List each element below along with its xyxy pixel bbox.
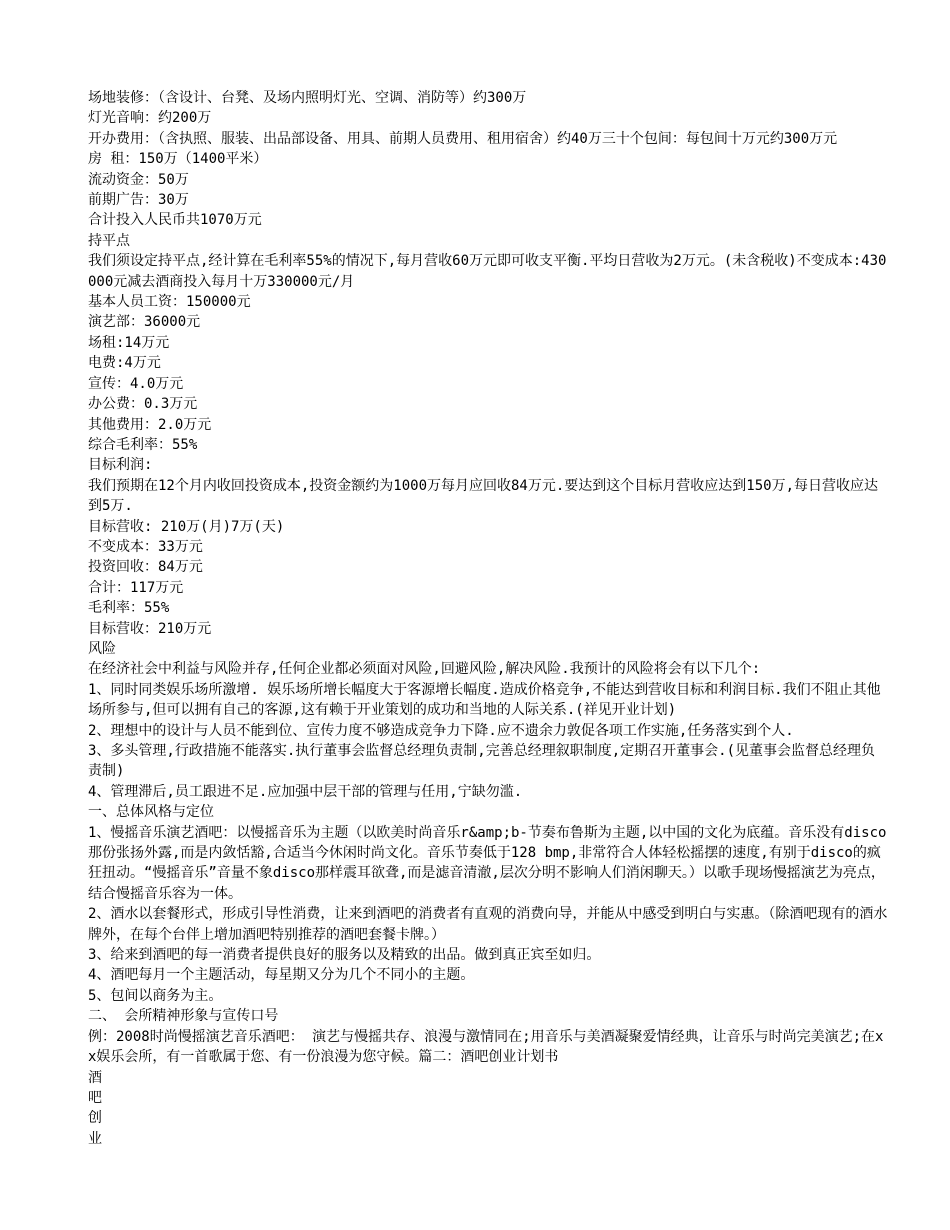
text-line: 投资回收：84万元 — [88, 559, 203, 576]
text-line: 例：2008时尚慢摇演艺音乐酒吧： 演艺与慢摇共存、浪漫与激情同在;用音乐与美酒凝聚爱情经典，让音乐与时尚完美演艺;在xx娱乐会所，有一首歌属于您、有一份浪漫为您守候。篇二：酒吧创业计划书 — [88, 1028, 884, 1066]
list-item: 2、理想中的设计与人员不能到位、宣传力度不够造成竞争力下降.应不遗余力敦促各项工作实施,任务落实到个人. — [88, 722, 794, 739]
text-line: 综合毛利率：55% — [88, 436, 198, 453]
section-heading: 持平点 — [88, 232, 130, 249]
text-line: 办公费：0.3万元 — [88, 396, 198, 413]
list-item: 3、给来到酒吧的每一消费者提供良好的服务以及精致的出品。做到真正宾至如归。 — [88, 947, 601, 964]
vertical-title-char: 吧 — [88, 1089, 102, 1106]
text-line: 前期广告：30万 — [88, 192, 189, 209]
list-item: 1、慢摇音乐演艺酒吧：以慢摇音乐为主题（以欧美时尚音乐r&amp;b-节奏布鲁斯为主题,以中国的文化为底蕴。音乐没有disco那份张扬外露,而是内敛恬豁,合适当今休闲时尚文化。音乐节奏低于128 bmp,非常符合人体轻松摇摆的速度,有别于disco的疯狂扭动。“慢摇音乐”音量不象disco那样震耳欲聋,而是滤音清澈,层次分明不影响人们消闲聊天。）以歌手现场慢摇演艺为亮点，结合慢摇音乐容为一体。 — [88, 824, 887, 902]
section-heading: 风险 — [88, 640, 116, 657]
text-line: 在经济社会中利益与风险并存,任何企业都必须面对风险,回避风险,解决风险.我预计的风险将会有以下几个: — [88, 661, 761, 678]
list-item: 4、管理滞后,员工跟进不足.应加强中层干部的管理与任用,宁缺勿滥. — [88, 783, 523, 800]
list-item: 1、同时同类娱乐场所激增. 娱乐场所增长幅度大于客源增长幅度.造成价格竞争,不能达到营收目标和利润目标.我们不阻止其他场所参与,但可以拥有自己的客源,这有赖于开业策划的成功和当地的人际关系.(祥见开业计划) — [88, 681, 881, 719]
text-line: 合计投入人民币共1070万元 — [88, 212, 262, 229]
text-line: 我们须设定持平点,经计算在毛利率55%的情况下,每月营收60万元即可收支平衡.平均日营收为2万元。(未含税收)不变成本:430000元减去酒商投入每月十万330000元/月 — [88, 253, 887, 290]
list-item: 3、多头管理,行政措施不能落实.执行董事会监督总经理负责制,完善总经理叙职制度,定期召开董事会.(见董事会监督总经理负责制) — [88, 743, 875, 780]
text-line: 我们预期在12个月内收回投资成本,投资金额约为1000万每月应回收84万元.要达到这个目标月营收应达到150万,每日营收应达到5万. — [88, 477, 878, 515]
list-item: 2、酒水以套餐形式，形成引导性消费，让来到酒吧的消费者有直观的消费向导，并能从中感受到明白与实惠。（除酒吧现有的酒水牌外，在每个台伴上增加酒吧特别推荐的酒吧套餐卡牌。） — [88, 906, 888, 943]
text-line: 宣传：4.0万元 — [88, 375, 184, 392]
document-body — [88, 88, 888, 1149]
text-line: 基本人员工资：150000元 — [88, 294, 251, 311]
vertical-title-char: 创 — [88, 1110, 102, 1127]
section-heading: 二、 会所精神形象与宣传口号 — [88, 1008, 279, 1025]
list-item: 4、酒吧每月一个主题活动，每星期又分为几个不同小的主题。 — [88, 967, 475, 984]
section-heading: 目标利润: — [88, 457, 153, 474]
text-line: 演艺部：36000元 — [88, 314, 201, 331]
text-line: 开办费用：（含执照、服装、出品部设备、用具、前期人员费用、租用宿舍）约40万三十个包间：每包间十万元约300万元 — [88, 130, 838, 147]
text-line: 场租:14万元 — [88, 334, 170, 351]
list-item: 5、包间以商务为主。 — [88, 987, 223, 1004]
vertical-title-char: 酒 — [88, 1069, 102, 1086]
text-line: 流动资金：50万 — [88, 171, 189, 188]
text-line: 房 租：150万（1400平米） — [88, 151, 268, 168]
text-line: 场地装修：（含设计、台凳、及场内照明灯光、空调、消防等）约300万 — [88, 90, 527, 106]
text-line: 毛利率：55% — [88, 600, 170, 617]
text-line: 不变成本：33万元 — [88, 538, 203, 555]
text-line: 其他费用：2.0万元 — [88, 416, 212, 433]
text-line: 电费:4万元 — [88, 355, 161, 372]
vertical-title-char: 业 — [88, 1130, 102, 1147]
text-line: 合计：117万元 — [88, 579, 184, 596]
text-line: 灯光音响：约200万 — [88, 110, 212, 127]
text-line: 目标营收: 210万(月)7万(天) — [88, 518, 285, 535]
text-line: 目标营收：210万元 — [88, 620, 212, 637]
section-heading: 一、总体风格与定位 — [88, 804, 214, 821]
